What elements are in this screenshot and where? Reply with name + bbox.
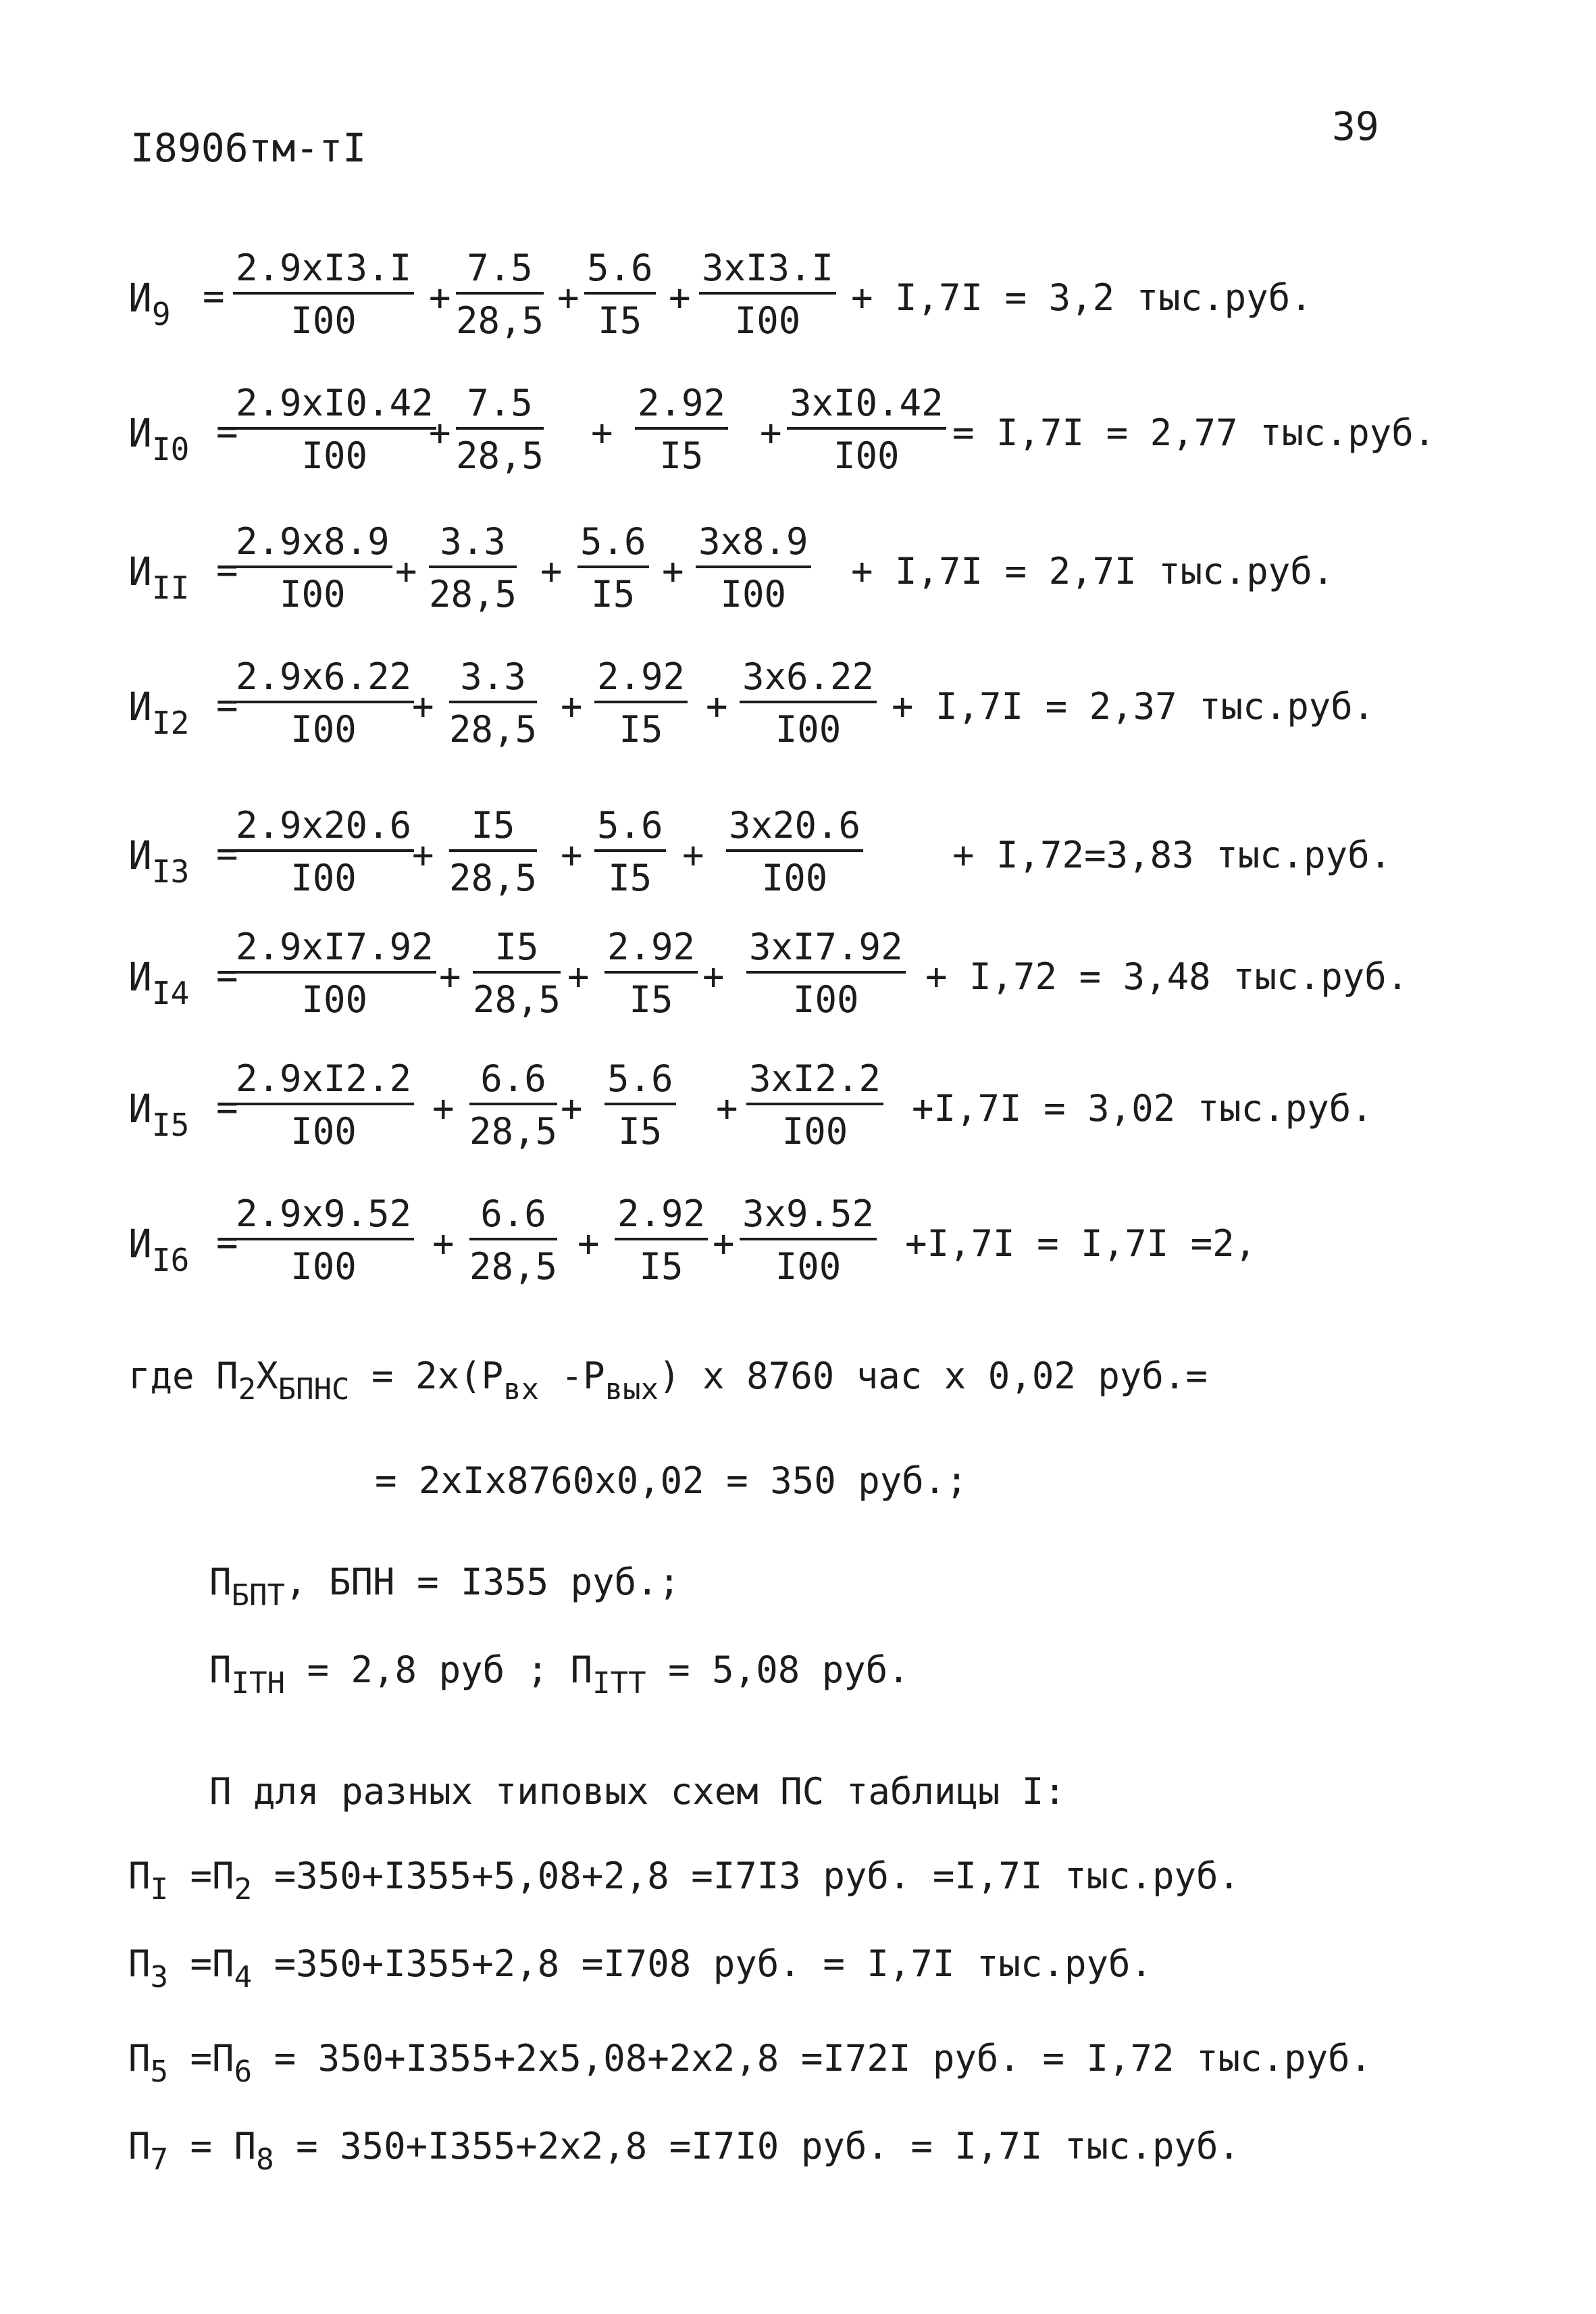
fraction: $\frac{6.6}{28,5}$	[469, 1057, 558, 1153]
fraction: 3х8.9 I00	[696, 524, 811, 613]
fraction: 3х6.22 I00	[740, 659, 877, 748]
page-number: 39	[1332, 103, 1379, 149]
operator: +	[561, 685, 583, 728]
equation-row	[128, 520, 1580, 632]
document-code: I8906тм-тI	[130, 125, 367, 171]
fraction: $\frac{2.92}{I5}$	[635, 385, 728, 474]
fraction: 3хI3.I I00	[699, 250, 836, 339]
equation-result: = I,7I = 2,77 тыс.руб.	[952, 411, 1436, 454]
formula-line: $П_{БПТ}$, БПН = I355 руб.;	[209, 1561, 681, 1613]
operator: +	[662, 550, 684, 593]
fraction: $\frac{I5}{28,5}$	[473, 926, 561, 1021]
fraction: 3х9.52 I00	[740, 1196, 877, 1285]
operator: +	[429, 276, 451, 319]
equation-lhs: $И_{I0}$	[128, 410, 190, 468]
fraction: 3х20.6 I00	[726, 807, 863, 897]
operator: +	[432, 1222, 455, 1265]
operator: +	[561, 1087, 583, 1130]
operator: +	[577, 1222, 600, 1265]
equation-result: + I,7I = 2,7I тыс.руб.	[851, 550, 1335, 593]
fraction: $\frac{2.92}{I5}$	[594, 659, 688, 748]
operator: +	[760, 411, 782, 454]
fraction: $\frac{5.6}{I5}$	[584, 250, 656, 339]
equation-lhs: $И_{I4}$	[128, 954, 190, 1011]
fraction: 2.9хI7.92 I00	[233, 929, 436, 1018]
fraction: $\frac{7.5}{28,5}$	[456, 382, 544, 477]
fraction: 3хI2.2 I00	[746, 1061, 883, 1150]
equation-row	[128, 804, 1580, 915]
fraction: 2.9хI3.I I00	[233, 250, 414, 339]
operator: +	[432, 1087, 455, 1130]
equation-row	[128, 1192, 1580, 1304]
equals-sign: =	[216, 410, 238, 453]
operator: +	[706, 685, 728, 728]
fraction: $\frac{5.6}{I5}$	[594, 807, 666, 897]
equals-sign: =	[216, 549, 238, 591]
equals-sign: =	[216, 1221, 238, 1263]
fraction: 2.9хI0.42 I00	[233, 385, 436, 474]
equals-sign: =	[203, 275, 225, 318]
equals-sign: =	[216, 954, 238, 997]
equation-result: + I,7I = 2,37 тыс.руб.	[892, 685, 1375, 728]
operator: +	[716, 1087, 738, 1130]
equals-sign: =	[216, 1086, 238, 1128]
equation-row	[128, 382, 1580, 493]
equals-sign: =	[216, 684, 238, 726]
section-heading: П для разных типовых схем ПС таблицы I:	[209, 1770, 1066, 1813]
formula-line: $П_5 =П_6 = 350+I355+2х5,08+2х2,8 =I72I$ руб. = I,72 тыс.руб.	[128, 2037, 1372, 2089]
operator: +	[713, 1222, 735, 1265]
operator: +	[561, 834, 583, 876]
equation-result: + I,72=3,83 тыс.руб.	[952, 834, 1392, 876]
fraction: $\frac{5.6}{I5}$	[577, 524, 649, 613]
formula-line: где $П_2Х_{БПНС} = 2х(Р_{вх}$ $-Р_{вых}$) х 8760 час х 0,02 руб.=	[128, 1355, 1208, 1407]
equation-lhs: $И_{I6}$	[128, 1221, 190, 1278]
fraction: 2.9х20.6 I00	[233, 807, 414, 897]
fraction: $\frac{3.3}{28,5}$	[429, 520, 517, 615]
equation-result: +I,7I = I,7I =2,	[905, 1222, 1257, 1265]
fraction: 2.9х8.9 I00	[233, 524, 392, 613]
formula-line: = 2хIх8760х0,02 = 350 руб.;	[375, 1459, 968, 1502]
equation-lhs: $И_9$	[128, 275, 171, 332]
fraction: 3хI0.42 I00	[787, 385, 946, 474]
equation-row	[128, 1057, 1580, 1169]
operator: +	[540, 550, 563, 593]
fraction: 2.9х6.22 I00	[233, 659, 414, 748]
fraction: $\frac{7.5}{28,5}$	[456, 247, 544, 342]
fraction: $\frac{2.92}{I5}$	[615, 1196, 708, 1285]
operator: +	[412, 834, 434, 876]
equals-sign: =	[216, 832, 238, 875]
fraction: $\frac{6.6}{28,5}$	[469, 1192, 558, 1288]
equation-lhs: $И_{I5}$	[128, 1086, 190, 1143]
operator: +	[439, 955, 461, 998]
fraction: $\frac{2.92}{I5}$	[604, 929, 698, 1018]
formula-line: $П_I =П_2 =350+I355+5,08+2,8 =I7I3$ руб. =I,7I тыс.руб.	[128, 1855, 1241, 1907]
equation-row	[128, 655, 1580, 767]
fraction: $\frac{3.3}{28,5}$	[449, 655, 538, 751]
operator: +	[702, 955, 725, 998]
equation-result: +I,7I = 3,02 тыс.руб.	[912, 1087, 1373, 1130]
operator: +	[567, 955, 590, 998]
formula-line: $П_3 =П_4 =350+I355+2,8 =I708$ руб. = I,7I тыс.руб.	[128, 1942, 1153, 1994]
fraction: 2.9х9.52 I00	[233, 1196, 414, 1285]
fraction: $\frac{I5}{28,5}$	[449, 804, 538, 899]
formula-line: $П_{IТН} = 2,8$ руб ; $П_{IТТ} = 5,08$ руб.	[209, 1649, 910, 1701]
equation-row	[128, 247, 1580, 358]
equation-lhs: $И_{I2}$	[128, 684, 190, 741]
operator: +	[669, 276, 691, 319]
equation-lhs: $И_{II}$	[128, 549, 190, 606]
operator: +	[395, 550, 417, 593]
equation-result: + I,72 = 3,48 тыс.руб.	[925, 955, 1409, 998]
formula-line: $П_7 = П_8 = 350+I355+2х2,8 =I7I0$ руб. = I,7I тыс.руб.	[128, 2125, 1241, 2177]
operator: +	[412, 685, 434, 728]
equation-lhs: $И_{I3}$	[128, 832, 190, 890]
operator: +	[682, 834, 704, 876]
operator: +	[429, 411, 451, 454]
fraction: 3хI7.92 I00	[746, 929, 906, 1018]
fraction: 2.9хI2.2 I00	[233, 1061, 414, 1150]
operator: +	[557, 276, 580, 319]
equation-row	[128, 926, 1580, 1037]
equation-result: + I,7I = 3,2 тыс.руб.	[851, 276, 1312, 319]
fraction: $\frac{5.6}{I5}$	[604, 1061, 676, 1150]
operator: +	[591, 411, 613, 454]
